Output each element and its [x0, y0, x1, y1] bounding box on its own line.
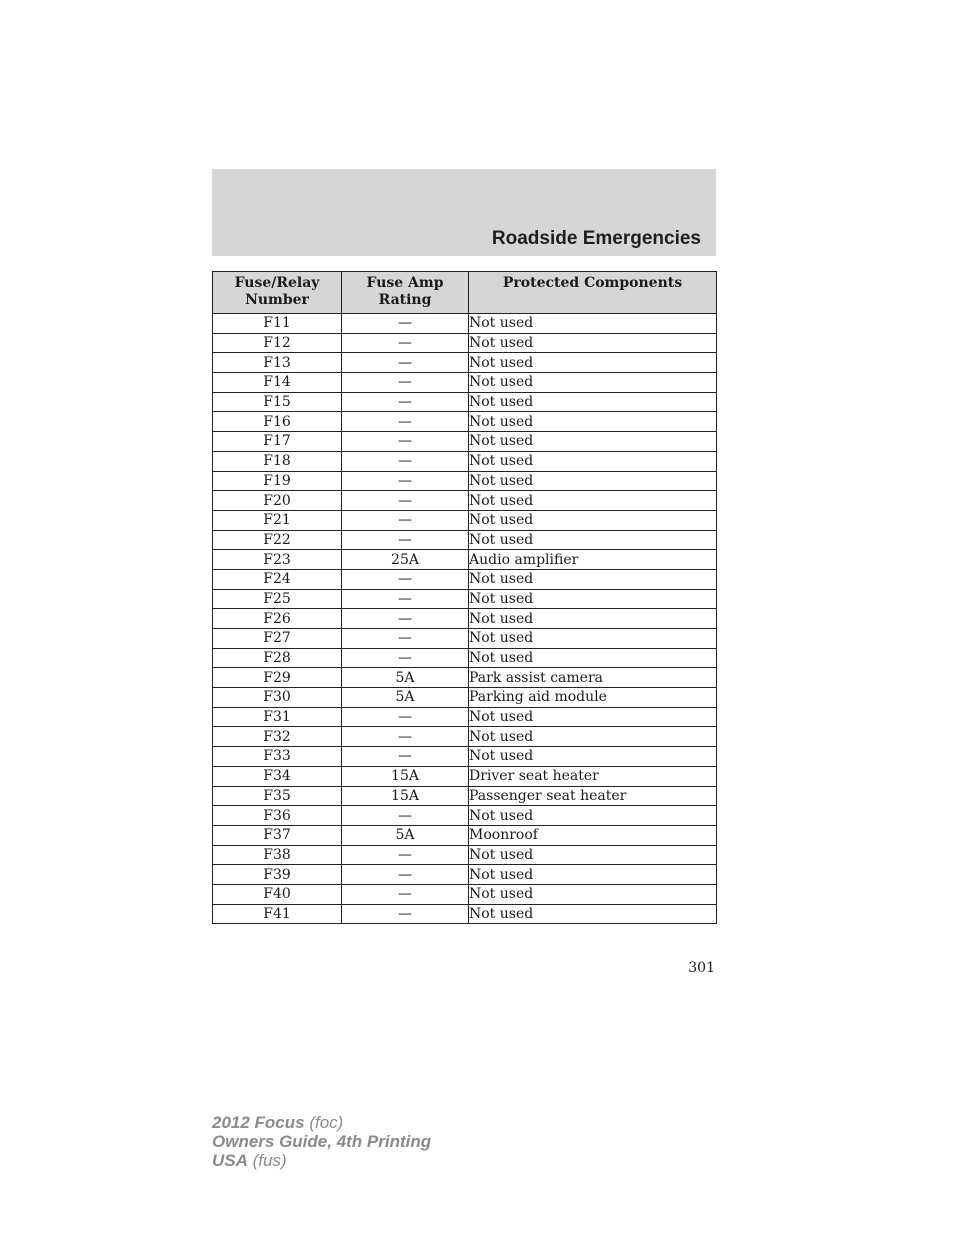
table-row	[213, 766, 717, 786]
amp-rating-cell: —	[342, 845, 469, 865]
fuse-table	[212, 271, 717, 924]
amp-rating-cell: —	[342, 491, 469, 511]
amp-rating-cell: —	[342, 707, 469, 727]
fuse-number-cell: F31	[213, 707, 342, 727]
amp-rating-cell: 5A	[342, 825, 469, 845]
fuse-number-cell: F19	[213, 471, 342, 491]
protected-component-cell: Parking aid module	[469, 688, 717, 708]
table-row	[213, 569, 717, 589]
protected-component-cell: Passenger seat heater	[469, 786, 717, 806]
amp-rating-cell: —	[342, 451, 469, 471]
protected-component-cell: Not used	[469, 865, 717, 885]
amp-rating-cell: —	[342, 392, 469, 412]
fuse-number-cell: F38	[213, 845, 342, 865]
section-header-band	[212, 169, 716, 256]
table-row	[213, 747, 717, 767]
protected-component-cell: Not used	[469, 471, 717, 491]
amp-rating-cell: —	[342, 353, 469, 373]
table-row	[213, 510, 717, 530]
amp-rating-cell: —	[342, 648, 469, 668]
table-row	[213, 373, 717, 393]
amp-rating-cell: —	[342, 806, 469, 826]
protected-component-cell: Not used	[469, 589, 717, 609]
page-number: 301	[688, 960, 715, 976]
fuse-number-cell: F32	[213, 727, 342, 747]
amp-rating-cell: 15A	[342, 766, 469, 786]
amp-rating-cell: 15A	[342, 786, 469, 806]
amp-rating-cell: —	[342, 727, 469, 747]
footer-model: 2012 Focus	[212, 1113, 305, 1132]
amp-rating-cell: —	[342, 471, 469, 491]
fuse-number-cell: F35	[213, 786, 342, 806]
table-row	[213, 432, 717, 452]
table-row	[213, 629, 717, 649]
column-header-fuse-number: Fuse/Relay Number	[213, 272, 342, 314]
fuse-number-cell: F25	[213, 589, 342, 609]
protected-component-cell: Not used	[469, 845, 717, 865]
footer-line-guide	[212, 1132, 431, 1151]
table-row	[213, 609, 717, 629]
amp-rating-cell: —	[342, 865, 469, 885]
protected-component-cell: Not used	[469, 451, 717, 471]
protected-component-cell: Not used	[469, 904, 717, 924]
protected-component-cell: Not used	[469, 884, 717, 904]
fuse-number-cell: F13	[213, 353, 342, 373]
table-row	[213, 648, 717, 668]
protected-component-cell: Not used	[469, 569, 717, 589]
protected-component-cell: Moonroof	[469, 825, 717, 845]
fuse-number-cell: F22	[213, 530, 342, 550]
fuse-number-cell: F37	[213, 825, 342, 845]
amp-rating-cell: —	[342, 432, 469, 452]
amp-rating-cell: 5A	[342, 668, 469, 688]
amp-rating-cell: —	[342, 589, 469, 609]
table-row	[213, 353, 717, 373]
protected-component-cell: Driver seat heater	[469, 766, 717, 786]
protected-component-cell: Not used	[469, 353, 717, 373]
table-row	[213, 333, 717, 353]
table-row	[213, 314, 717, 334]
fuse-number-cell: F15	[213, 392, 342, 412]
footer-line-market	[212, 1151, 431, 1170]
amp-rating-cell: —	[342, 412, 469, 432]
table-row	[213, 589, 717, 609]
footer-publication-info	[212, 1113, 431, 1170]
fuse-number-cell: F17	[213, 432, 342, 452]
fuse-number-cell: F18	[213, 451, 342, 471]
table-row	[213, 530, 717, 550]
fuse-number-cell: F12	[213, 333, 342, 353]
amp-rating-cell: 25A	[342, 550, 469, 570]
table-row	[213, 550, 717, 570]
footer-line-model	[212, 1113, 431, 1132]
protected-component-cell: Not used	[469, 412, 717, 432]
protected-component-cell: Not used	[469, 806, 717, 826]
table-row	[213, 806, 717, 826]
fuse-number-cell: F11	[213, 314, 342, 334]
fuse-number-cell: F16	[213, 412, 342, 432]
fuse-number-cell: F34	[213, 766, 342, 786]
fuse-number-cell: F20	[213, 491, 342, 511]
section-title: Roadside Emergencies	[491, 228, 701, 249]
amp-rating-cell: —	[342, 609, 469, 629]
table-row	[213, 451, 717, 471]
table-row	[213, 727, 717, 747]
table-row	[213, 904, 717, 924]
table-header-row	[213, 272, 717, 314]
fuse-number-cell: F28	[213, 648, 342, 668]
footer-guide-edition: Owners Guide, 4th Printing	[212, 1132, 432, 1151]
fuse-number-cell: F24	[213, 569, 342, 589]
protected-component-cell: Not used	[469, 747, 717, 767]
fuse-number-cell: F21	[213, 510, 342, 530]
fuse-number-cell: F23	[213, 550, 342, 570]
protected-component-cell: Park assist camera	[469, 668, 717, 688]
protected-component-cell: Not used	[469, 727, 717, 747]
amp-rating-cell: —	[342, 314, 469, 334]
table-row	[213, 471, 717, 491]
amp-rating-cell: —	[342, 904, 469, 924]
fuse-number-cell: F41	[213, 904, 342, 924]
protected-component-cell: Not used	[469, 648, 717, 668]
table-row	[213, 412, 717, 432]
amp-rating-cell: —	[342, 373, 469, 393]
amp-rating-cell: —	[342, 569, 469, 589]
fuse-number-cell: F26	[213, 609, 342, 629]
protected-component-cell: Audio amplifier	[469, 550, 717, 570]
table-row	[213, 707, 717, 727]
protected-component-cell: Not used	[469, 510, 717, 530]
table-row	[213, 786, 717, 806]
protected-component-cell: Not used	[469, 707, 717, 727]
amp-rating-cell: 5A	[342, 688, 469, 708]
amp-rating-cell: —	[342, 747, 469, 767]
protected-component-cell: Not used	[469, 314, 717, 334]
fuse-number-cell: F33	[213, 747, 342, 767]
footer-market-code: (fus)	[252, 1151, 287, 1170]
protected-component-cell: Not used	[469, 530, 717, 550]
protected-component-cell: Not used	[469, 392, 717, 412]
amp-rating-cell: —	[342, 510, 469, 530]
fuse-number-cell: F30	[213, 688, 342, 708]
fuse-number-cell: F14	[213, 373, 342, 393]
fuse-number-cell: F36	[213, 806, 342, 826]
footer-market: USA	[212, 1151, 248, 1170]
fuse-number-cell: F29	[213, 668, 342, 688]
fuse-number-cell: F39	[213, 865, 342, 885]
protected-component-cell: Not used	[469, 432, 717, 452]
column-header-protected-components: Protected Components	[469, 272, 717, 314]
table-row	[213, 865, 717, 885]
table-row	[213, 668, 717, 688]
fuse-number-cell: F27	[213, 629, 342, 649]
footer-model-code: (foc)	[309, 1113, 344, 1132]
protected-component-cell: Not used	[469, 609, 717, 629]
table-row	[213, 392, 717, 412]
protected-component-cell: Not used	[469, 333, 717, 353]
table-row	[213, 688, 717, 708]
amp-rating-cell: —	[342, 629, 469, 649]
table-row	[213, 884, 717, 904]
table-row	[213, 491, 717, 511]
protected-component-cell: Not used	[469, 491, 717, 511]
table-row	[213, 825, 717, 845]
protected-component-cell: Not used	[469, 629, 717, 649]
column-header-amp-rating: Fuse Amp Rating	[342, 272, 469, 314]
amp-rating-cell: —	[342, 884, 469, 904]
table-row	[213, 845, 717, 865]
amp-rating-cell: —	[342, 530, 469, 550]
protected-component-cell: Not used	[469, 373, 717, 393]
fuse-number-cell: F40	[213, 884, 342, 904]
amp-rating-cell: —	[342, 333, 469, 353]
